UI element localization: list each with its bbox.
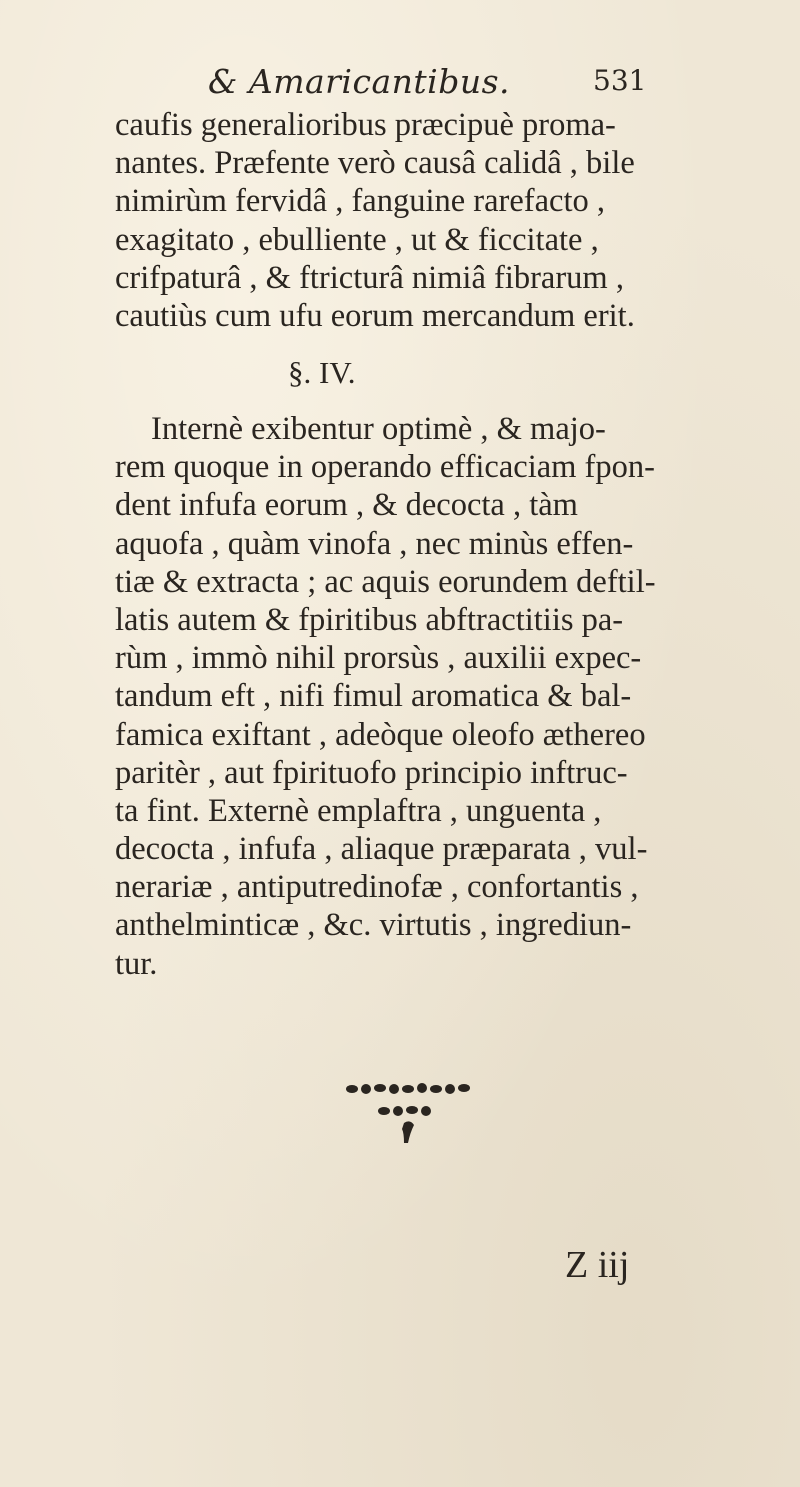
tailpiece-ornament-icon [300,1075,520,1155]
text-line: ta fint. Externè emplaftra , unguenta , [115,792,602,829]
text-line: famica exiftant , adeòque oleofo æthereo [115,716,646,753]
text-line: nimirùm fervidâ , fanguine rarefacto , [115,183,605,220]
text-line: nerariæ , antiputredinofæ , confortantis , [115,869,639,906]
running-head-title: & Amaricantibus. [208,62,511,101]
text-line: crifpaturâ , & ftricturâ nimiâ fibrarum , [115,259,624,296]
text-line: exagitato , ebulliente , ut & ficcitate , [115,221,599,258]
running-head [0,62,800,108]
text-line: latis autem & fpiritibus abftractitiis pa- [115,601,624,638]
text-line: tandum eft , nifi fimul aromatica & bal- [115,678,632,715]
text-line: decocta , infufa , aliaque præparata , vul- [115,831,648,868]
text-line: paritèr , aut fpirituofo principio inftruc- [115,754,628,791]
paragraph-2 [115,410,705,983]
page-number: 531 [593,64,647,97]
text-line: dent infufa eorum , & decocta , tàm [115,487,578,524]
text-line: tiæ & extracta ; ac aquis eorundem deftil- [115,563,656,600]
text-line: caufis generalioribus præcipuè proma- [115,107,616,143]
signature-mark: Z iij [565,1244,630,1286]
text-line: anthelminticæ , &c. virtutis , ingrediun- [115,907,632,944]
text-line: rùm , immò nihil prorsùs , auxilii expec- [115,640,642,677]
text-line: aquofa , quàm vinofa , nec minùs effen- [115,525,634,562]
paragraph-1 [115,106,693,335]
section-heading: §. IV. [288,355,356,390]
text-line: Internè exibentur optimè , & majo- [151,411,606,447]
text-line: tur. [115,945,158,982]
text-line: nantes. Præfente verò causâ calidâ , bile [115,145,635,182]
text-line: rem quoque in operando efficaciam fpon- [115,449,655,486]
text-line: cautiùs cum ufu eorum mercandum erit. [115,297,635,334]
